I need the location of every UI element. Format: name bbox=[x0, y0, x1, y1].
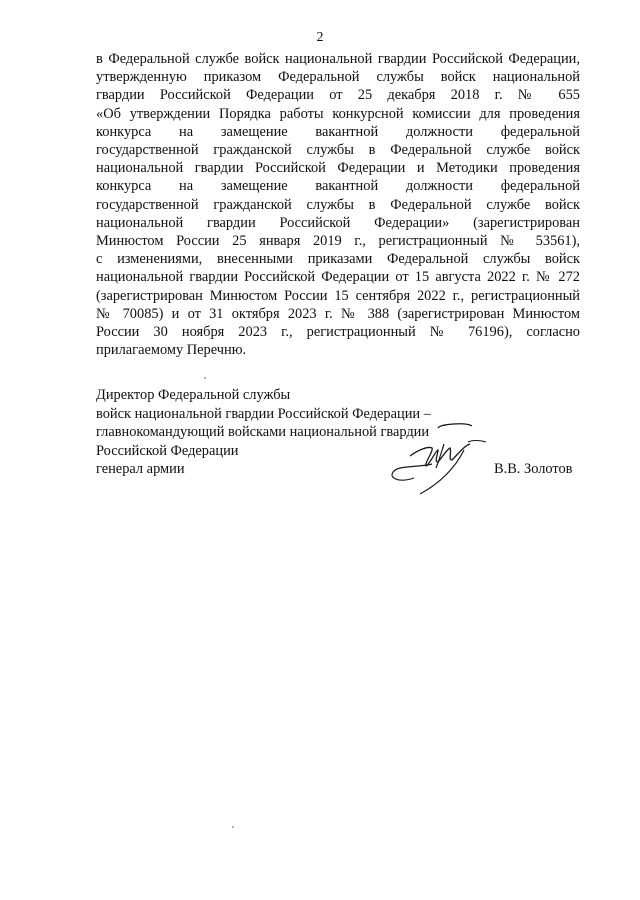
body-line: «Об утверждении Порядка работы конкурсной комиссии для проведения bbox=[96, 105, 580, 122]
body-line: государственной гражданской службы в Федеральной службе войск bbox=[96, 196, 580, 213]
body-line: № 70085) и от 31 октября 2023 г. № 388 (зарегистрирован Минюстом bbox=[96, 305, 580, 322]
body-line: утвержденную приказом Федеральной службы войск национальной bbox=[96, 69, 580, 86]
body-line: национальной гвардии Российской Федерации» (зарегистрирован bbox=[96, 214, 580, 231]
signer-rank: генерал армии bbox=[96, 461, 185, 478]
body-line: гвардии Российской Федерации от 25 декабря 2018 г. № 655 bbox=[96, 87, 580, 104]
scan-speck bbox=[204, 377, 206, 379]
body-line: конкурса на замещение вакантной должности федеральной bbox=[96, 123, 580, 140]
page-number: 2 bbox=[316, 30, 324, 45]
signer-title-line: войск национальной гвардии Российской Федерации – bbox=[96, 405, 431, 422]
signer-name: В.В. Золотов bbox=[494, 461, 573, 477]
body-line: национальной гвардии Российской Федерации от 15 августа 2022 г. № 272 bbox=[96, 269, 580, 286]
body-line: национальной гвардии Российской Федерации и Методики проведения bbox=[96, 160, 580, 177]
body-line: с изменениями, внесенными приказами Федеральной службы войск bbox=[96, 251, 580, 268]
body-line: государственной гражданской службы в Федеральной службе войск bbox=[96, 142, 580, 159]
body-line: (зарегистрирован Минюстом России 15 сентября 2022 г., регистрационный bbox=[96, 287, 580, 304]
signer-title-line: Российской Федерации bbox=[96, 442, 239, 459]
signer-title-line: главнокомандующий войсками национальной гвардии bbox=[96, 424, 430, 441]
body-line: Минюстом России 25 января 2019 г., регистрационный № 53561), bbox=[96, 233, 580, 250]
body-line: конкурса на замещение вакантной должности федеральной bbox=[96, 178, 580, 195]
body-line: России 30 ноября 2023 г., регистрационный № 76196), согласно bbox=[96, 324, 580, 341]
signature-icon bbox=[380, 420, 500, 500]
signer-title-line: Директор Федеральной службы bbox=[96, 387, 291, 403]
body-line: в Федеральной службе войск национальной гвардии Российской Федерации, bbox=[96, 51, 580, 67]
scan-speck bbox=[232, 826, 234, 828]
body-line: прилагаемому Перечню. bbox=[96, 342, 247, 359]
body-paragraph bbox=[96, 50, 580, 359]
